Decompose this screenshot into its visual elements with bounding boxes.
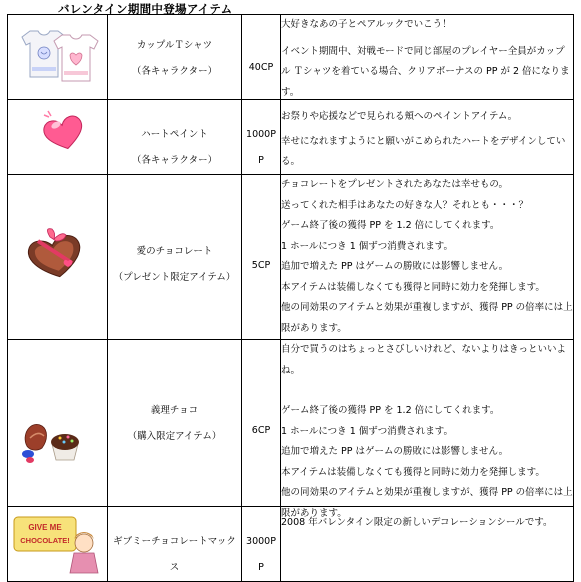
item-price: 5CP bbox=[251, 260, 271, 271]
item-name-cell bbox=[108, 340, 242, 507]
description-line: 自分で買うのはちょっとさびしいけれど、ないよりはきっといいよね。 bbox=[281, 344, 567, 376]
item-note: （各キャラクター） bbox=[131, 66, 218, 77]
description-line: 追加で増えた PP はゲームの勝敗には影響しません。 bbox=[281, 446, 509, 457]
heart-chocolate-box-icon bbox=[8, 175, 107, 339]
page-title: バレンタイン期間中登場アイテム bbox=[58, 2, 233, 16]
item-price-cell bbox=[242, 507, 281, 582]
item-price: 40CP bbox=[248, 62, 274, 73]
item-price: 1000P bbox=[246, 129, 276, 140]
item-image-cell bbox=[8, 175, 108, 340]
table-row bbox=[8, 15, 574, 100]
description-line: 1 ホールにつき 1 個ずつ消費されます。 bbox=[281, 425, 454, 437]
item-image-cell bbox=[8, 100, 108, 175]
item-price-cell bbox=[242, 340, 281, 507]
item-description-cell bbox=[281, 100, 574, 175]
item-name-continued: ス bbox=[169, 562, 180, 573]
sticker-text-line-1: GIVE ME bbox=[28, 522, 62, 532]
description-line: チョコレートをプレゼントされたあなたは幸せもの。 bbox=[281, 179, 508, 190]
description-line: 他の同効果のアイテムと効果が重複しますが、獲得 PP の倍率には上限があります。 bbox=[281, 487, 573, 519]
description-line: 追加で増えた PP はゲームの勝敗には影響しません。 bbox=[281, 261, 509, 272]
item-price-cell bbox=[242, 15, 281, 100]
item-description-cell bbox=[281, 340, 574, 519]
description-line: 1 ホールにつき 1 個ずつ消費されます。 bbox=[281, 240, 454, 252]
table-row bbox=[8, 507, 574, 582]
description-line: ゲーム終了後の獲得 PP を 1.2 倍にしてくれます。 bbox=[281, 405, 500, 416]
item-price: 6CP bbox=[251, 425, 271, 436]
item-note: （購入限定アイテム） bbox=[127, 431, 222, 442]
item-note: （各キャラクター） bbox=[131, 155, 218, 166]
item-name: 愛のチョコレート bbox=[136, 246, 213, 257]
description-line: 他の同効果のアイテムと効果が重複しますが、獲得 PP の倍率には上限があります。 bbox=[281, 302, 573, 334]
item-name-cell bbox=[108, 15, 242, 100]
item-image-cell bbox=[8, 507, 108, 582]
heart-paint-icon bbox=[8, 107, 107, 167]
item-image-cell bbox=[8, 15, 108, 100]
item-description-cell bbox=[281, 15, 574, 100]
item-description-cell bbox=[281, 507, 574, 582]
sticker-text-line-2: CHOCOLATE! bbox=[20, 535, 70, 545]
table-row bbox=[8, 340, 574, 507]
item-price-cell bbox=[242, 100, 281, 175]
item-name: ギブミーチョコレートマック bbox=[113, 536, 236, 547]
obligation-chocolate-icon bbox=[8, 340, 107, 506]
items-table bbox=[7, 14, 574, 582]
item-name-cell bbox=[108, 175, 242, 340]
description-line: 2008 年バレンタイン限定の新しいデコレーションシールです。 bbox=[281, 516, 553, 528]
item-name-cell bbox=[108, 100, 242, 175]
description-line: イベント期間中、対戦モードで同じ部屋のプレイヤー全員がカップル Ｔシャツを着ている場合、クリアボーナスの PP が 2 倍になります。 bbox=[281, 45, 570, 98]
item-image-cell bbox=[8, 340, 108, 507]
item-price-continued: P bbox=[258, 155, 264, 166]
description-line: お祭りや応援などで見られる頬へのペイントアイテム。 bbox=[281, 111, 518, 122]
item-name: カップルＴシャツ bbox=[136, 40, 213, 51]
description-line: 大好きなあの子とペアルックでいこう！ bbox=[281, 19, 452, 30]
item-name: 義理チョコ bbox=[150, 405, 199, 416]
description-line: 本アイテムは装備しなくても獲得と同時に効力を発揮します。 bbox=[281, 281, 545, 293]
item-price-continued: P bbox=[258, 562, 264, 573]
table-row bbox=[8, 175, 574, 340]
description-line: ゲーム終了後の獲得 PP を 1.2 倍にしてくれます。 bbox=[281, 220, 500, 231]
couple-tshirts-icon bbox=[8, 15, 107, 99]
table-row bbox=[8, 100, 574, 175]
item-price-cell bbox=[242, 175, 281, 340]
item-price: 3000P bbox=[246, 536, 276, 547]
item-name: ハートペイント bbox=[141, 129, 208, 140]
item-note: （プレゼント限定アイテム） bbox=[113, 272, 236, 283]
description-line: 本アイテムは装備しなくても獲得と同時に効力を発揮します。 bbox=[281, 466, 545, 478]
give-me-chocolate-sticker-icon bbox=[8, 513, 107, 576]
description-line: 幸せになれますようにと願いがこめられたハートをデザインしている。 bbox=[281, 135, 566, 167]
description-blank-line bbox=[281, 381, 573, 401]
item-description-cell bbox=[281, 175, 574, 340]
description-line: 送ってくれた相手はあなたの好きな人？それとも・・・？ bbox=[281, 199, 529, 211]
item-name-cell bbox=[108, 507, 242, 582]
